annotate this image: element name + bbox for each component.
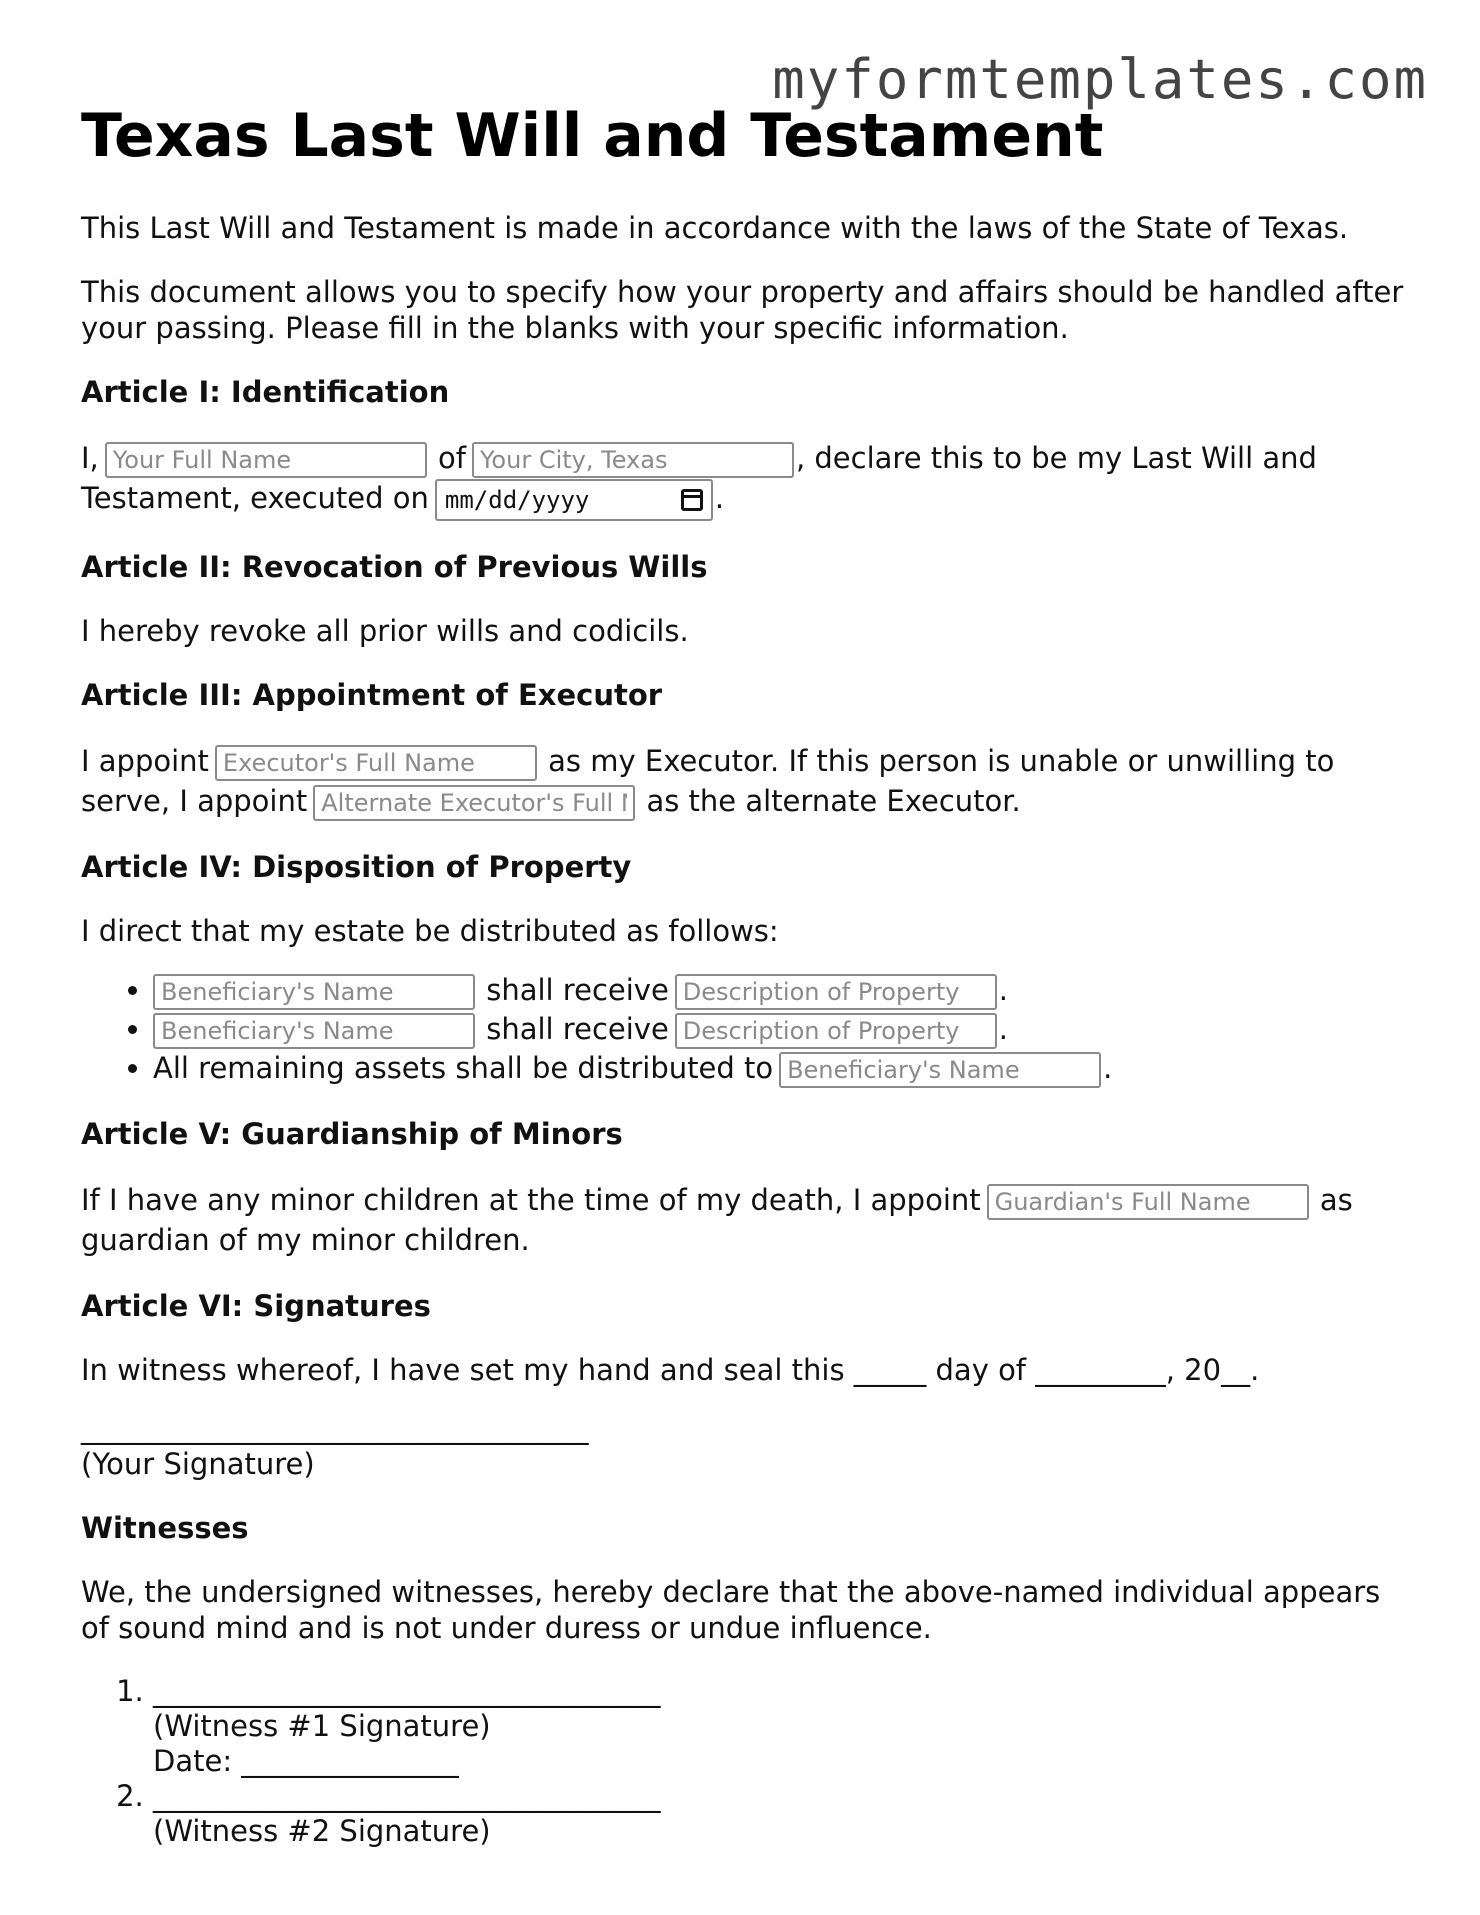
property-1-input[interactable] xyxy=(675,974,997,1010)
witnesses-text: We, the undersigned witnesses, hereby declare that the above-named individual appears of sound mind and is not under duress or undue influence. xyxy=(81,1575,1381,1645)
revocation-text: I hereby revoke all prior wills and codicils. xyxy=(81,614,689,648)
article-1-heading: Article I: Identification xyxy=(81,375,450,409)
intro-paragraph-2: This document allows you to specify how your property and affairs should be handled after your passing. Please fill in the blanks with your specific information. xyxy=(81,275,1404,345)
guardian-name-input[interactable] xyxy=(987,1184,1309,1220)
witness-1-label: (Witness #1 Signature) xyxy=(153,1709,491,1743)
witness-1-date: Date: _______________ xyxy=(153,1744,459,1778)
witness-whereof: In witness whereof, I have set my hand and seal this _____ day of _________, 20__. xyxy=(81,1353,1260,1387)
full-name-input[interactable] xyxy=(105,442,427,478)
disposition-list xyxy=(81,971,1411,1088)
witness-1-signature-line: 1. ___________________________________ xyxy=(153,1674,661,1708)
article-2-heading: Article II: Revocation of Previous Wills xyxy=(81,550,708,584)
list-item: Beneficiary's Name • shall receiveDescription of Property . xyxy=(153,971,1411,1010)
alternate-executor-input[interactable] xyxy=(313,785,635,821)
calendar-icon[interactable] xyxy=(681,489,703,511)
page-title: Texas Last Will and Testament xyxy=(81,101,1104,171)
document xyxy=(81,100,1411,1849)
guardianship-paragraph: If I have any minor children at the time of my death, I appointGuardian's Full Name as guardian of my minor children. xyxy=(81,1180,1411,1260)
execution-date-input[interactable]: mm/dd/yyyy xyxy=(435,479,713,521)
article-4-heading: Article IV: Disposition of Property xyxy=(81,850,632,884)
signature-label: (Your Signature) xyxy=(81,1447,315,1481)
intro-paragraph-1: This Last Will and Testament is made in accordance with the laws of the State of Texas. xyxy=(81,211,1349,245)
article-6-heading: Article VI: Signatures xyxy=(81,1289,431,1323)
beneficiary-2-input[interactable] xyxy=(153,1013,475,1049)
witness-list xyxy=(81,1674,1411,1849)
witness-2-label: (Witness #2 Signature) xyxy=(153,1814,491,1848)
witness-2-signature-line: 2. ___________________________________ xyxy=(153,1779,661,1813)
executor-name-input[interactable] xyxy=(215,745,537,781)
list-item xyxy=(153,1779,1411,1849)
disposition-intro: I direct that my estate be distributed as follows: xyxy=(81,914,779,948)
article-3-heading: Article III: Appointment of Executor xyxy=(81,678,663,712)
watermark: myformtemplates.com xyxy=(772,48,1428,111)
city-input[interactable] xyxy=(472,442,794,478)
property-2-input[interactable] xyxy=(675,1013,997,1049)
list-item: Beneficiary's Name • shall receiveDescription of Property . xyxy=(153,1010,1411,1049)
testator-signature xyxy=(81,1410,1411,1482)
executor-paragraph: I appointExecutor's Full Name as my Executor. If this person is unable or unwilling to serve, I appointAlternate Executor's Full Name as the alternate Executor. xyxy=(81,741,1411,821)
article-5-heading: Article V: Guardianship of Minors xyxy=(81,1117,623,1151)
witnesses-heading: Witnesses xyxy=(81,1511,249,1545)
identification-paragraph: I,Your Full Name ofYour City, Texas , declare this to be my Last Will and Testament, executed on mm/dd/yyyy . xyxy=(81,438,1411,521)
list-item: • All remaining assets shall be distributed toBeneficiary's Name . xyxy=(153,1049,1411,1088)
beneficiary-1-input[interactable] xyxy=(153,974,475,1010)
residual-beneficiary-input[interactable] xyxy=(779,1052,1101,1088)
list-item xyxy=(153,1674,1411,1779)
signature-line: ___________________________________ xyxy=(81,1411,589,1445)
